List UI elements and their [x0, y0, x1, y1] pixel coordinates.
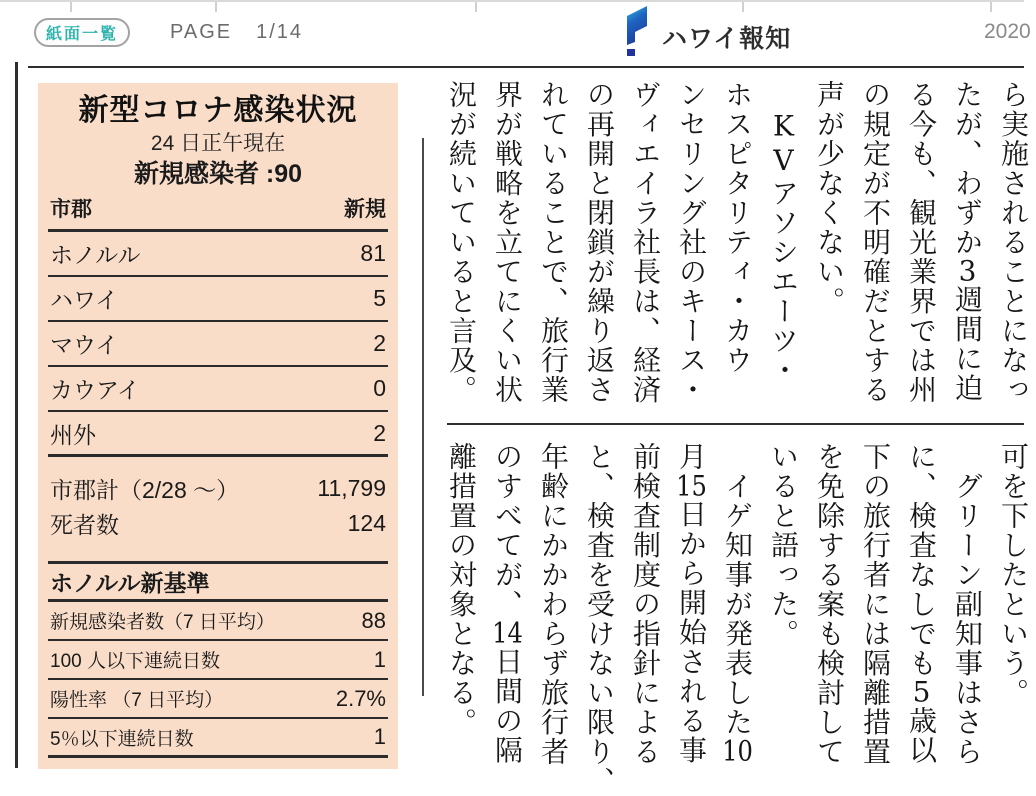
- row-value: 0: [373, 375, 386, 401]
- metric-row: [48, 680, 388, 719]
- article-column: と、検査を受けない限り、: [583, 442, 616, 796]
- table-row: [48, 277, 388, 322]
- page-top-rule: [28, 66, 1024, 68]
- page-indicator: [170, 21, 303, 44]
- article-column: 可を下したという。: [997, 442, 1030, 708]
- article-column: 下の旅行者には隔離措置: [859, 442, 892, 767]
- article-column: を免除する案も検討して: [813, 442, 846, 767]
- article-column: の規定が不明確だとする: [859, 80, 892, 405]
- metric-label: 陽性率 （7 日平均）: [50, 690, 224, 711]
- row-value: 81: [360, 240, 386, 266]
- article-column: イゲ知事が発表した10: [721, 442, 754, 765]
- row-value: 2: [373, 419, 386, 446]
- article-column: ホスピタリティ・カウ: [721, 80, 754, 375]
- article-column: の再開と閉鎖が繰り返さ: [583, 80, 616, 405]
- section-title: ホノルル新基準: [48, 564, 388, 602]
- article-column: 界が戦略を立てにくい状: [491, 80, 524, 405]
- total-value: 124: [347, 510, 386, 536]
- metric-rows: [48, 602, 388, 758]
- infection-table: [38, 83, 398, 769]
- table-header-row: [48, 191, 388, 229]
- row-label: ハワイ: [50, 287, 119, 313]
- article-column: いると語った。: [767, 442, 800, 649]
- page-list-button[interactable]: 紙面一覧: [34, 18, 130, 47]
- table-new-cases: 新規感染者 :90: [133, 160, 303, 188]
- article-text-bottom: [438, 442, 1036, 796]
- metric-value: 88: [361, 607, 386, 633]
- article-column: れていることで、旅行業: [537, 80, 570, 405]
- total-label: 市郡計（2/28 〜）: [50, 477, 240, 503]
- page-indicator-value: 1/14: [256, 21, 304, 43]
- article-column: 年齢にかかわらず旅行者: [537, 442, 570, 767]
- thumbnail-strip-edge: [0, 0, 1024, 12]
- total-row: [48, 471, 388, 506]
- issue-year: 2020: [984, 20, 1031, 43]
- column-header-new: 新規: [344, 198, 386, 221]
- totals-rows: [48, 471, 388, 541]
- article-column: たが、わずか3週間に迫: [951, 80, 984, 403]
- article-column: 前検査制度の指針による: [629, 442, 662, 767]
- page-edge-rule: [15, 62, 18, 768]
- row-label: カウアイ: [50, 377, 140, 403]
- area-rows: [48, 229, 388, 457]
- table-title: 新型コロナ感染状況: [78, 94, 358, 127]
- article-column: ンセリング社のキース・: [675, 80, 708, 405]
- article-column: 月15日から開始される事: [675, 442, 708, 765]
- row-label: 州外: [50, 421, 96, 448]
- table-row: [48, 367, 388, 412]
- article-column: KVアソシエーツ・: [767, 80, 800, 385]
- header-bar: [0, 12, 1031, 56]
- metric-row: [48, 602, 388, 641]
- row-label: ホノルル: [50, 242, 141, 268]
- article-text-top: [438, 80, 1036, 428]
- table-asof: 24 日正午現在: [150, 132, 286, 155]
- metric-value: 1: [373, 646, 386, 672]
- article-column: ヴィエイラ社長は、経済: [629, 80, 662, 405]
- table-row: [48, 232, 388, 277]
- article-column: 離措置の対象となる。: [445, 442, 478, 737]
- total-value: 11,799: [317, 475, 386, 501]
- column-header-region: 市郡: [50, 198, 92, 221]
- table-row: [48, 322, 388, 367]
- metric-value: 2.7%: [335, 685, 386, 711]
- metric-label: 5％以下連続日数: [50, 728, 194, 750]
- column-divider: [422, 138, 424, 696]
- brand-title: ハワイ報知: [662, 25, 792, 53]
- newspaper-page[interactable]: [0, 56, 1030, 796]
- metric-row: [48, 719, 388, 758]
- article-column: のすべてが、14日間の隔: [491, 442, 524, 765]
- page-indicator-label: PAGE: [170, 21, 233, 43]
- article-column: ら実施されることになっ: [997, 80, 1030, 405]
- metric-label: 100 人以下連続日数: [50, 651, 220, 672]
- metric-row: [48, 641, 388, 680]
- article-column: 況が続いていると言及。: [445, 80, 478, 405]
- row-value: 5: [373, 285, 386, 311]
- metric-label: 新規感染者数（7 日平均）: [50, 612, 275, 633]
- metric-value: 1: [373, 724, 386, 749]
- hochi-flag-icon: [620, 4, 654, 58]
- table-row: [48, 412, 388, 457]
- row-label: マウイ: [50, 332, 119, 358]
- row-value: 2: [373, 330, 386, 356]
- article-column: に、検査なしでも5歳以: [905, 442, 938, 765]
- total-row: [48, 506, 388, 541]
- article-column: る今も、観光業界では州: [905, 80, 938, 405]
- article-column: 声が少なくない。: [813, 80, 846, 316]
- article-column: グリーン副知事はさら: [951, 442, 984, 767]
- total-label: 死者数: [50, 512, 119, 538]
